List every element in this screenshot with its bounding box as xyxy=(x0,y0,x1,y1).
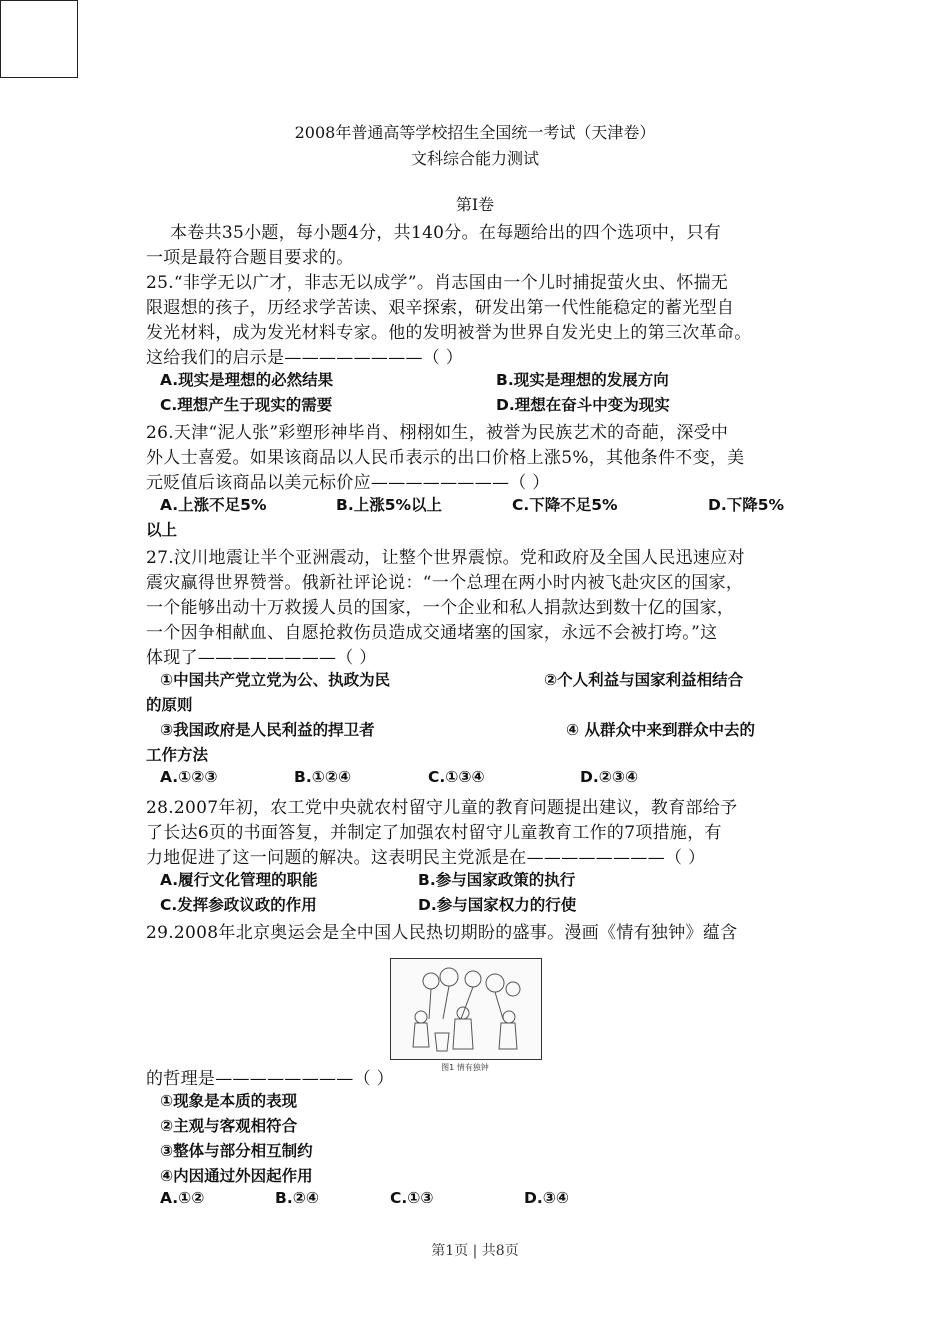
q27-line: 一个能够出动十万救援人员的国家，一个企业和私人捐款达到数十亿的国家， xyxy=(146,598,735,618)
q26-option-b: B.上涨5%以上 xyxy=(336,496,443,514)
q28-line: 28.2007年初，农工党中央就农村留守儿童的教育问题提出建议，教育部给予 xyxy=(146,798,738,818)
q27-statement-3: ③我国政府是人民利益的捍卫者 xyxy=(160,721,375,739)
exam-title: 2008年普通高等学校招生全国统一考试（天津卷） xyxy=(294,123,656,142)
q27-statement-2: ②个人利益与国家利益相结合 xyxy=(544,671,744,689)
q26-line: 26.天津“泥人张”彩塑形神毕肖、栩栩如生，被誉为民族艺术的奇葩，深受中 xyxy=(146,423,729,443)
q27-statement-1: ①中国共产党立党为公、执政为民 xyxy=(160,671,391,689)
q25-option-c: C.理想产生于现实的需要 xyxy=(160,396,333,414)
q26-option-d: D.下降5% xyxy=(708,496,785,514)
q27-option-b: B.①②④ xyxy=(294,768,352,786)
exam-subtitle: 文科综合能力测试 xyxy=(410,149,539,168)
q26-option-c: C.下降不足5% xyxy=(512,496,618,514)
q25-line: 这给我们的启示是————————（ ） xyxy=(146,348,464,368)
q28-option-a: A.履行文化管理的职能 xyxy=(160,871,318,889)
q25-option-d: D.理想在奋斗中变为现实 xyxy=(496,396,670,414)
cartoon-drawing-icon xyxy=(391,959,541,1059)
corner-box xyxy=(0,0,78,78)
q28-line: 了长达6页的书面答复，并制定了加强农村留守儿童教育工作的7项措施，有 xyxy=(146,823,722,843)
q29-statement-4: ④内因通过外因起作用 xyxy=(160,1167,313,1185)
q27-option-d: D.②③④ xyxy=(580,768,639,786)
q27-statement-4: ④ 从群众中来到群众中去的 xyxy=(566,721,756,739)
intro-line-1: 本卷共35小题，每小题4分，共140分。在每题给出的四个选项中，只有 xyxy=(170,223,722,243)
q25-option-a: A.现实是理想的必然结果 xyxy=(160,371,334,389)
intro-line-2: 一项是最符合题目要求的。 xyxy=(146,248,354,268)
q29-statement-2: ②主观与客观相符合 xyxy=(160,1117,298,1135)
q27-line: 一个因争相献血、自愿抢救伤员造成交通堵塞的国家，永远不会被打垮。”这 xyxy=(146,623,718,643)
cartoon-caption: 图1 情有独钟 xyxy=(441,1063,489,1072)
q29-line: 的哲理是————————（ ） xyxy=(146,1069,394,1089)
q29-option-c: C.①③ xyxy=(390,1189,434,1207)
cartoon-frame xyxy=(390,958,542,1060)
section-heading: 第Ⅰ卷 xyxy=(455,195,495,214)
q27-statement-4-cont: 工作方法 xyxy=(146,746,209,764)
q26-line: 外人士喜爱。如果该商品以人民币表示的出口价格上涨5%，其他条件不变，美 xyxy=(146,448,745,468)
q26-line: 元贬值后该商品以美元标价应————————（ ） xyxy=(146,473,550,493)
q26-option-d-cont: 以上 xyxy=(146,521,178,539)
q28-option-c: C.发挥参政议政的作用 xyxy=(160,896,317,914)
q28-option-b: B.参与国家政策的执行 xyxy=(418,871,576,889)
q29-statement-1: ①现象是本质的表现 xyxy=(160,1092,298,1110)
q25-line: 发光材料，成为发光材料专家。他的发明被誉为世界自发光史上的第三次革命。 xyxy=(146,323,752,343)
q27-line: 体现了————————（ ） xyxy=(146,648,377,668)
page-footer: 第1页 | 共8页 xyxy=(431,1243,519,1259)
q27-statement-2-cont: 的原则 xyxy=(146,696,193,714)
q29-statement-3: ③整体与部分相互制约 xyxy=(160,1142,313,1160)
q25-option-b: B.现实是理想的发展方向 xyxy=(496,371,669,389)
q25-line: 25.“非学无以广才，非志无以成学”。肖志国由一个儿时捕捉萤火虫、怀揣无 xyxy=(146,273,729,293)
cartoon-image xyxy=(380,952,550,1080)
q27-option-c: C.①③④ xyxy=(428,768,485,786)
q27-line: 27.汶川地震让半个亚洲震动，让整个世界震惊。党和政府及全国人民迅速应对 xyxy=(146,548,745,568)
q27-option-a: A.①②③ xyxy=(160,768,218,786)
q29-option-a: A.①② xyxy=(160,1189,205,1207)
q27-line: 震灾赢得世界赞誉。俄新社评论说：“一个总理在两小时内被飞赴灾区的国家， xyxy=(146,573,744,593)
q29-option-d: D.③④ xyxy=(524,1189,570,1207)
q29-option-b: B.②④ xyxy=(275,1189,319,1207)
q29-line: 29.2008年北京奥运会是全中国人民热切期盼的盛事。漫画《情有独钟》蕴含 xyxy=(146,923,738,943)
q25-line: 限遐想的孩子，历经求学苦读、艰辛探索，研发出第一代性能稳定的蓄光型自 xyxy=(146,298,735,318)
q26-option-a: A.上涨不足5% xyxy=(160,496,267,514)
q28-line: 力地促进了这一问题的解决。这表明民主党派是在————————（ ） xyxy=(146,848,706,868)
q28-option-d: D.参与国家权力的行使 xyxy=(418,896,577,914)
